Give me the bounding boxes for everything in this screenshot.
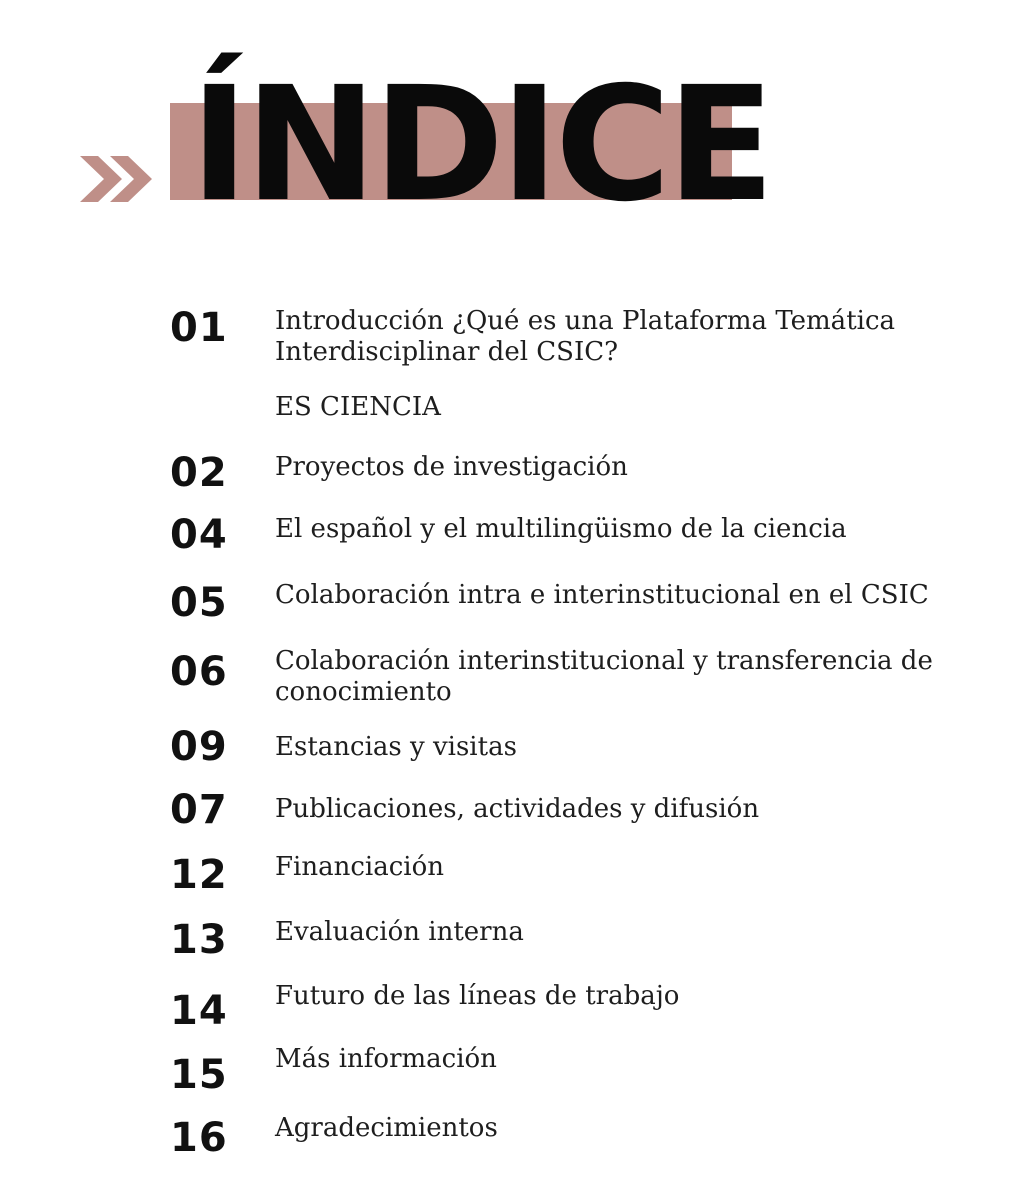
toc-entry-number: 09 (170, 724, 228, 770)
double-chevron-right-icon (80, 156, 152, 202)
toc-entry-title: Estancias y visitas (275, 732, 517, 762)
toc-entry-title: Publicaciones, actividades y difusión (275, 794, 760, 824)
page-header (0, 0, 1014, 237)
toc-entry-number: 13 (170, 917, 228, 963)
toc-entry-title: Evaluación interna (275, 917, 524, 947)
toc-entry-number: 16 (170, 1115, 228, 1161)
toc-entry-number: 07 (170, 787, 228, 833)
toc-entry-title: El español y el multilingüismo de la ciencia (275, 514, 847, 544)
toc-entry-title: Introducción ¿Qué es una Plataforma Temática Interdisciplinar del CSIC? (275, 306, 896, 367)
page-title: ÍNDICE (190, 53, 771, 237)
toc-entry-title: Más información (275, 1044, 497, 1074)
toc-entry-number: 15 (170, 1052, 228, 1098)
toc-entry-title: Proyectos de investigación (275, 452, 628, 482)
toc-entry-title: ES CIENCIA (275, 392, 441, 422)
toc-entry-number: 02 (170, 450, 228, 496)
toc-entry-number: 04 (170, 512, 228, 558)
toc-entry-number: 05 (170, 580, 228, 626)
toc-entry-title: Agradecimientos (275, 1113, 498, 1143)
toc-entry-title: Financiación (275, 852, 444, 882)
toc-entry-number: 01 (170, 305, 228, 351)
toc-entry-title: Futuro de las líneas de trabajo (275, 981, 680, 1011)
toc-entry-number: 06 (170, 649, 228, 695)
toc-entry-title: Colaboración interinstitucional y transferencia de conocimiento (275, 646, 933, 707)
toc-entry-number: 14 (170, 988, 228, 1034)
toc-entry-number: 12 (170, 852, 228, 898)
toc-entry-title: Colaboración intra e interinstitucional en el CSIC (275, 580, 929, 610)
